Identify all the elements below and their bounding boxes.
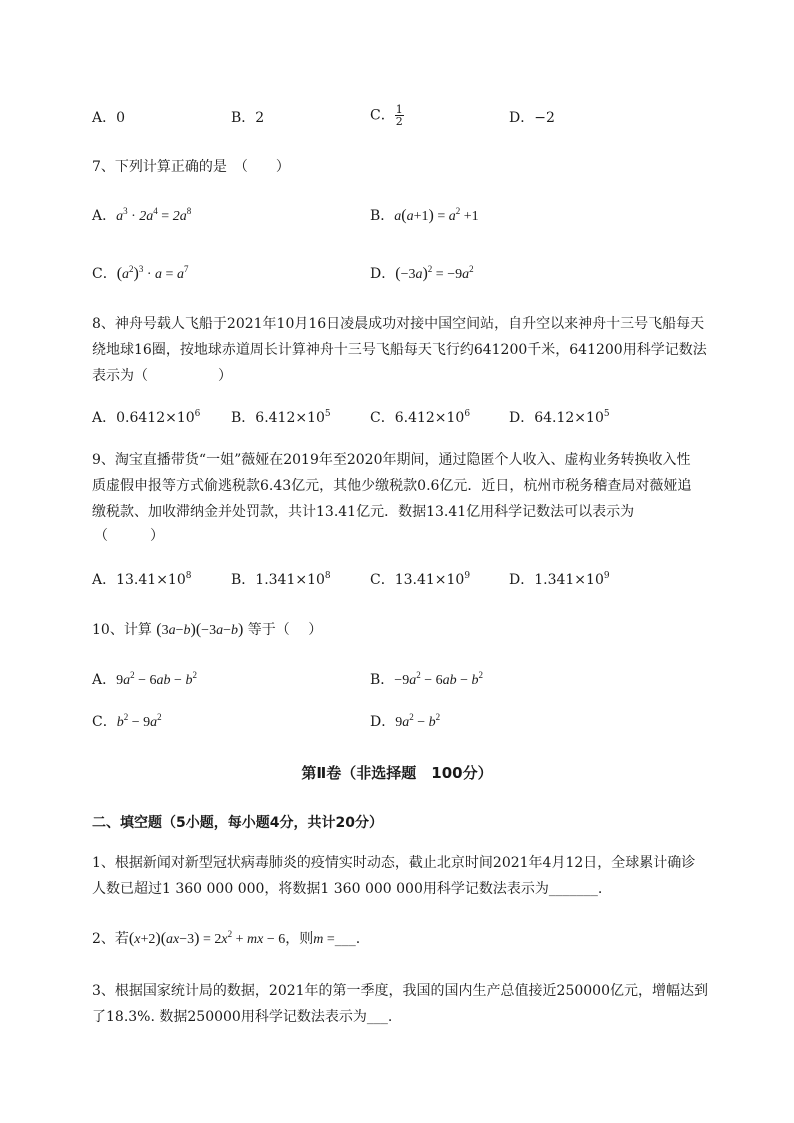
section-heading: 二、填空题（5小题，每小题4分，共计20分）: [92, 815, 383, 831]
q10-option-d: [370, 712, 440, 733]
option-text: C．13.41×10: [370, 572, 465, 588]
math-expression: $9a^2 - b^2$: [395, 712, 441, 730]
math-expression: $(x+2)(ax-3) = 2x^2$ + mx − 6: [128, 929, 286, 947]
option-text: A．0.6412×10: [92, 410, 195, 426]
q7-stem: 7、下列计算正确的是 （ ）: [92, 159, 290, 175]
option-text: B．1.341×10: [231, 572, 325, 588]
exponent: 6: [194, 409, 201, 419]
q6-option-c-label: C．: [370, 107, 395, 124]
option-text: D．1.341×10: [509, 572, 604, 588]
q10-option-a: [92, 670, 197, 691]
q8-option-d: [509, 408, 610, 428]
option-text: C．6.412×10: [370, 410, 465, 426]
math-expression: (3a−b)(−3a−b): [156, 621, 244, 638]
q9-option-b: [231, 570, 331, 590]
math-expression: $(a^2)^3 \cdot a = a^7$: [116, 264, 189, 282]
q7-option-a: [92, 206, 191, 227]
math-expression: $(-3a)^2 = -9a^2$: [395, 264, 474, 282]
fill2-stem: [92, 929, 360, 950]
part-2-title: 第Ⅱ卷（非选择题 100分）: [301, 764, 493, 782]
q8-stem-line-3: 表示为（ ）: [92, 368, 232, 384]
exponent: 8: [324, 571, 331, 581]
option-label: B．: [370, 208, 395, 224]
fill2-prefix: 2、若: [92, 931, 129, 947]
math-variable: m =: [313, 932, 335, 947]
option-label: B．: [370, 672, 395, 688]
q6-option-c: [370, 104, 404, 127]
q6-option-b: B．2: [231, 110, 265, 126]
math-expression: $9a^2 - 6ab - b^2$: [116, 670, 197, 688]
q8-stem-line-2: 绕地球16圈，按地球赤道周长计算神舟十三号飞船每天飞行约641200千米，641200用科学记数法: [92, 342, 707, 358]
q6-option-d: D．−2: [509, 110, 555, 126]
fraction-numerator: 1: [395, 103, 403, 116]
exponent: 8: [185, 571, 192, 581]
exponent: 6: [464, 409, 471, 419]
q10-stem: [92, 620, 322, 641]
option-label: C．: [92, 266, 117, 282]
fill3-line-2: 了18.3%. 数据250000用科学记数法表示为___.: [92, 1009, 393, 1025]
exponent: 5: [324, 409, 331, 419]
q7-option-d: [370, 264, 474, 285]
q10-option-b: [370, 670, 483, 691]
option-label: D．: [370, 714, 396, 730]
math-expression: $a(a+1) = a^2 +1$: [394, 206, 479, 224]
option-label: A．: [92, 208, 117, 224]
q9-option-a: [92, 570, 191, 590]
math-expression: $b^2 - 9a^2$: [116, 712, 162, 730]
q10-option-c: [92, 712, 162, 733]
exponent: 9: [603, 571, 610, 581]
option-text: D．64.12×10: [509, 410, 604, 426]
option-text: A．13.41×10: [92, 572, 186, 588]
q10-stem-prefix: 10、计算: [92, 622, 152, 638]
math-expression: $-9a^2 - 6ab - b^2$: [394, 670, 484, 688]
q8-option-b: [231, 408, 331, 428]
q8-stem-line-1: 8、神舟号载人飞船于2021年10月16日凌晨成功对接中国空间站，自升空以来神舟十三号飞船每天: [92, 316, 705, 332]
q8-option-a: [92, 408, 200, 428]
option-text: B．6.412×10: [231, 410, 325, 426]
math-expression: $a^3 \cdot 2a^4 = 2a^8$: [116, 206, 192, 224]
option-label: C．: [92, 714, 117, 730]
q8-option-c: [370, 408, 470, 428]
fill1-line-2: 人数已超过1 360 000 000，将数据1 360 000 000用科学记数法表示为_______.: [92, 881, 603, 897]
q7-option-b: [370, 206, 479, 227]
q6-option-c-fraction: [395, 104, 404, 127]
q9-stem-line-1: 9、淘宝直播带货“一姐”薇娅在2019年至2020年期间，通过隐匿个人收入、虚构业务转换收入性: [92, 452, 691, 468]
q9-stem-line-4: （ ）: [94, 528, 164, 544]
option-label: A．: [92, 672, 117, 688]
fill1-line-1: 1、根据新闻对新型冠状病毒肺炎的疫情实时动态，截止北京时间2021年4月12日，全球累计确诊: [92, 855, 696, 871]
q9-option-c: [370, 570, 470, 590]
fill3-line-1: 3、根据国家统计局的数据，2021年的第一季度，我国的国内生产总值接近250000亿元，增幅达到: [92, 983, 708, 999]
q6-option-a: A．0: [92, 110, 126, 126]
q9-stem-line-3: 缴税款、加收滞纳金并处罚款，共计13.41亿元．数据13.41亿用科学记数法可以表示为: [92, 504, 635, 520]
exponent: 5: [603, 409, 610, 419]
q7-option-c: [92, 264, 188, 285]
fill2-suffix: ___.: [334, 931, 361, 947]
option-label: D．: [370, 266, 396, 282]
fill2-mid: ，则: [285, 931, 314, 947]
exponent: 9: [464, 571, 471, 581]
q9-stem-line-2: 质虚假申报等方式偷逃税款6.43亿元，其他少缴税款0.6亿元．近日，杭州市税务稽查局对薇娅追: [92, 478, 692, 494]
q10-stem-suffix: 等于（ ）: [247, 622, 323, 638]
fraction-denominator: 2: [395, 115, 403, 128]
q9-option-d: [509, 570, 610, 590]
